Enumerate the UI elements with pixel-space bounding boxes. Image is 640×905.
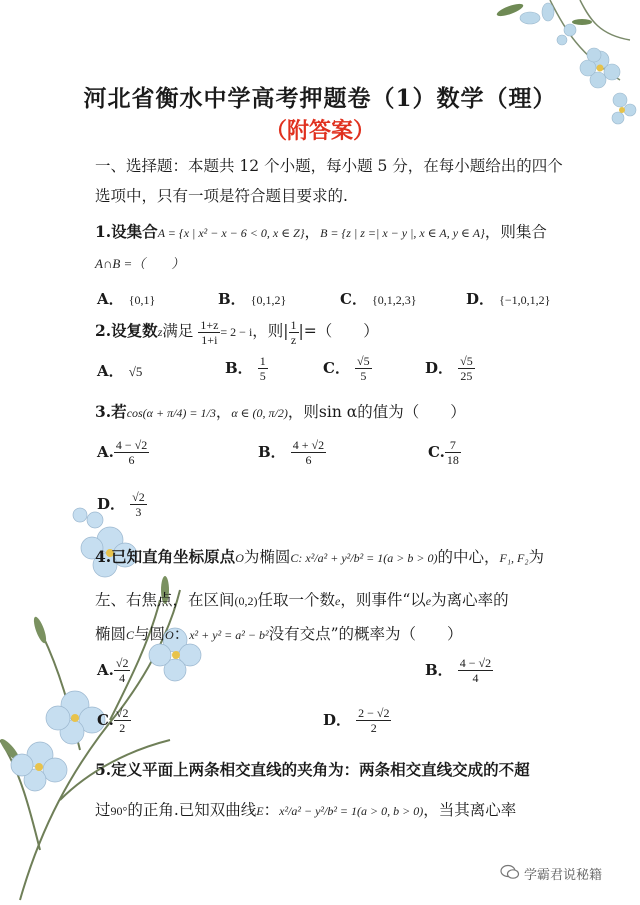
q4-option-c[interactable]: C. $\frac{√2}{2}$ [97, 706, 129, 735]
q1-expr: A∩B =（ ） [95, 256, 185, 271]
q3-option-a[interactable]: A. $\frac{4 - √2}{6}$ [97, 438, 148, 467]
q2-abs-fraction: $\frac{1}{z}$ [290, 317, 297, 347]
q3-option-d[interactable]: D． $\frac{√2}{3}$ [97, 490, 145, 519]
q2-option-d[interactable]: D． $\frac{√5}{25}$ [425, 354, 473, 383]
flower-decoration-left [0, 470, 230, 905]
q1-set-b: B = {z | z =| x − y |, x ∈ A, y ∈ A} [320, 226, 485, 240]
wechat-icon [500, 864, 520, 880]
section-intro-line-2: 选项中，只有一项是符合题目要求的. [95, 187, 348, 205]
q3-lead: 3.若 [95, 402, 127, 421]
q3-option-c[interactable]: C. $\frac{7}{18}$ [428, 438, 459, 467]
question-5-line-2: 过90°的正角.已知双曲线E：x²/a² − y²/b² = 1(a > 0, b > 0)，当其离心率 [95, 801, 517, 819]
q2-lead: 2.设复数 [95, 321, 158, 340]
q4-ellipse-eq: C: x²/a² + y²/b² = 1(a > b > 0) [290, 551, 438, 565]
question-2: 2.设复数z满足 $\frac{1+z}{1+i}$ = 2 − i，则| $\frac{1}{z}$ |=（ ） [95, 317, 379, 347]
watermark-text: 学霸君说秘籍 [524, 868, 603, 883]
question-1: 1.设集合A = {x | x² − x − 6 < 0, x ∈ Z}，B = {z | z =| x − y |, x ∈ A, y ∈ A}，则集合 [95, 222, 547, 241]
q2-equation-fraction: $\frac{1+z}{1+i}$ [200, 317, 219, 347]
q3-option-b[interactable]: B． $\frac{4 + √2}{6}$ [258, 438, 325, 467]
q1-option-d[interactable]: D． {−1,0,1,2} [466, 290, 551, 308]
q2-option-a[interactable]: A． √5 [97, 362, 143, 380]
q4-option-d[interactable]: D． $\frac{2 - √2}{2}$ [323, 706, 390, 735]
q1-set-a: A = {x | x² − x − 6 < 0, x ∈ Z} [157, 226, 305, 240]
q1-tail: ，则集合 [484, 223, 547, 241]
question-4-line-3: 椭圆C与圆O：x² + y² = a² − b²没有交点”的概率为（ ） [95, 625, 463, 643]
q4-option-b[interactable]: B． $\frac{4 - √2}{4}$ [425, 656, 492, 685]
question-4-line-1: 4.已知直角坐标原点O为椭圆C: x²/a² + y²/b² = 1(a > b > 0)的中心，F₁, F₂为 [95, 547, 545, 566]
question-5-line-1: 5.定义平面上两条相交直线的夹角为：两条相交直线交成的不超 [95, 760, 530, 779]
q1-lead: 1.设集合 [95, 222, 158, 241]
q1-option-b[interactable]: B． {0,1,2} [218, 290, 287, 308]
section-intro-line-1: 一、选择题：本题共 12 个小题，每小题 5 分，在每小题给出的四个 [95, 157, 563, 175]
question-3: 3.若cos(α + π/4) = 1/3，α ∈ (0, π/2)，则sin α的值为（ ） [95, 402, 466, 421]
q1-option-c[interactable]: C． {0,1,2,3} [340, 290, 417, 308]
q1-expression [95, 253, 184, 272]
page-title: 河北省衡水中学高考押题卷（1）数学（理） [83, 85, 557, 112]
q2-option-c[interactable]: C． $\frac{√5}{5}$ [323, 354, 370, 383]
q4-option-a[interactable]: A. $\frac{√2}{4}$ [97, 656, 129, 685]
page-subtitle: （附答案） [264, 118, 375, 144]
question-4-line-2: 左、右焦点，在区间(0,2)任取一个数e，则事件“以e为离心率的 [95, 591, 509, 609]
q1-option-a[interactable]: A． {0,1} [97, 290, 156, 308]
q4-circle-eq: x² + y² = a² − b² [189, 628, 269, 642]
q2-option-b[interactable]: B． $\frac{1}{5}$ [225, 354, 266, 383]
q5-hyperbola-eq: x²/a² − y²/b² = 1(a > 0, b > 0) [279, 804, 424, 818]
